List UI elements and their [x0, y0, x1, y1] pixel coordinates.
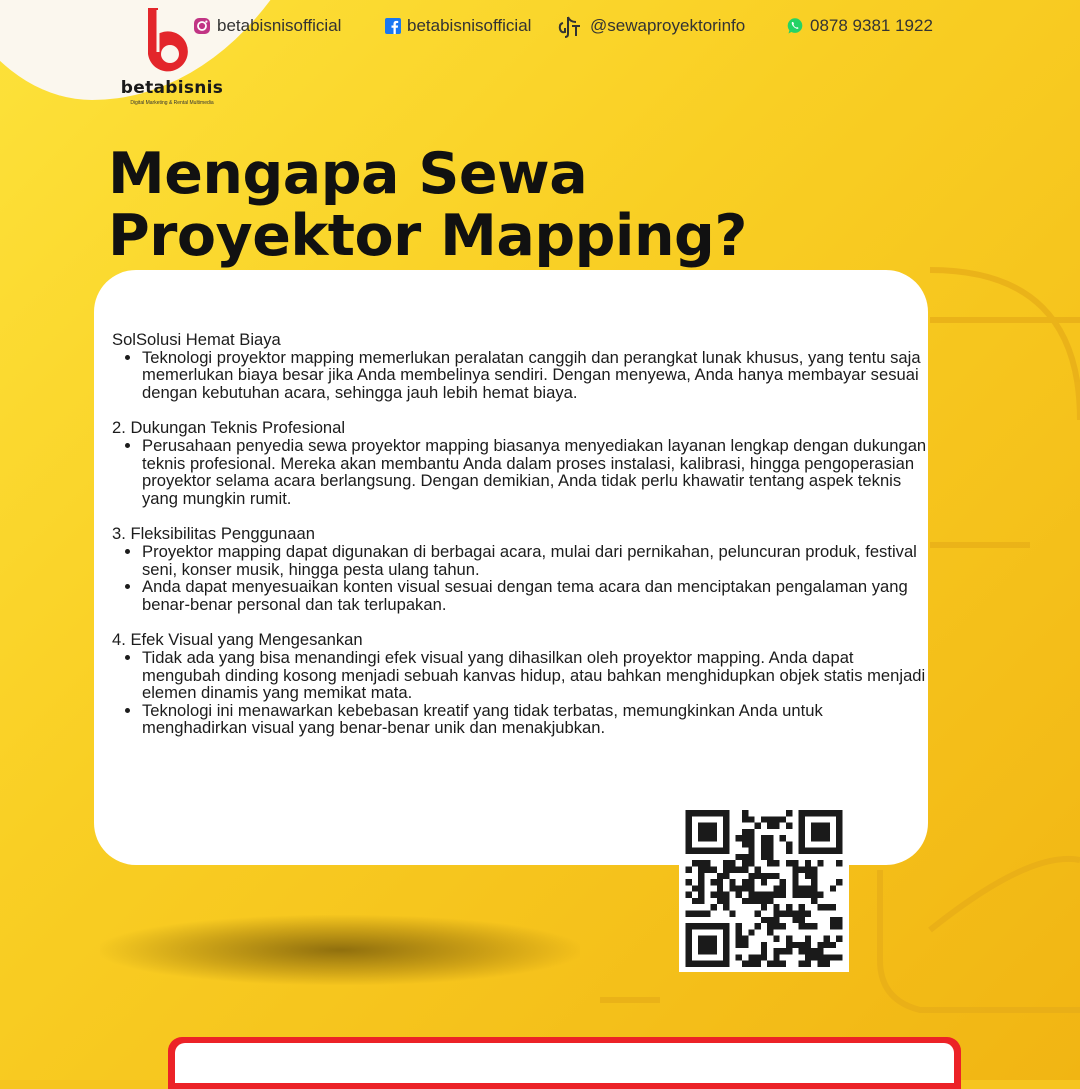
footer-bar	[168, 1037, 961, 1089]
section-fleksibilitas	[112, 525, 932, 613]
section-title: SolSolusi Hemat Biaya	[112, 330, 281, 349]
facebook-icon	[385, 18, 401, 34]
tiktok-icon	[558, 14, 584, 38]
title-line-2: Proyektor Mapping?	[108, 203, 747, 269]
bullet-list	[112, 349, 932, 402]
whatsapp-link[interactable]	[786, 15, 933, 37]
section-efek-visual	[112, 631, 932, 737]
title-line-1: Mengapa Sewa	[108, 141, 588, 207]
instagram-link[interactable]	[193, 15, 341, 37]
qr-code-icon	[685, 810, 843, 967]
instagram-icon	[193, 17, 211, 35]
brand-tagline: Digital Marketing & Rental Multimedia	[130, 100, 214, 106]
card-shadow	[100, 915, 580, 985]
bullet-list	[112, 649, 932, 737]
tiktok-link[interactable]	[558, 15, 745, 37]
bullet-item: • Tidak ada yang bisa menandingi efek visual yang dihasilkan oleh proyektor mapping. Anda dapat mengubah dinding kosong menjadi sebuah kanvas hidup, atau bahkan menghidupkan objek statis menjadi elemen dinamis yang memikat mata.	[142, 649, 932, 702]
bullet-item: • Proyektor mapping dapat digunakan di berbagai acara, mulai dari pernikahan, peluncuran produk, festival seni, konser musik, hingga pesta ulang tahun.	[142, 543, 932, 578]
tiktok-handle: @sewaproyektorinfo	[590, 16, 746, 35]
footer-panel	[175, 1043, 954, 1083]
facebook-link[interactable]	[385, 15, 531, 37]
qr-code[interactable]	[679, 805, 849, 972]
bullet-item: • Perusahaan penyedia sewa proyektor mapping biasanya menyediakan layanan lengkap dengan dukungan teknis profesional. Mereka akan membantu Anda dalam proses instalasi, kalibrasi, hingga pengoperasian proyektor selama acara berlangsung. Dengan demikian, Anda tidak perlu khawatir tentang aspek teknis yang mungkin rumit.	[142, 437, 932, 507]
section-hemat-biaya	[112, 331, 932, 401]
facebook-handle: betabisnisofficial	[407, 16, 532, 35]
section-title: 2. Dukungan Teknis Profesional	[112, 418, 346, 438]
content-body	[112, 331, 932, 755]
section-title: 4. Efek Visual yang Mengesankan	[112, 630, 363, 650]
section-dukungan-teknis	[112, 419, 932, 507]
whatsapp-number: 0878 9381 1922	[810, 16, 933, 35]
brand-name: betabisnis	[120, 78, 224, 98]
bullet-item: • Teknologi proyektor mapping memerlukan peralatan canggih dan perangkat lunak khusus, yang tentu saja memerlukan biaya besar jika Anda membelinya sendiri. Dengan menyewa, Anda hanya membayar sesuai dengan kebutuhan acara, sehingga jauh lebih hemat biaya.	[142, 349, 932, 402]
page-title	[108, 143, 747, 267]
bullet-item: • Teknologi ini menawarkan kebebasan kreatif yang tidak terbatas, memungkinkan Anda untuk menghadirkan visual yang benar-benar unik dan menakjubkan.	[142, 702, 932, 737]
logo-mark-icon	[140, 4, 200, 76]
instagram-handle: betabisnisofficial	[217, 16, 342, 35]
bullet-item: • Anda dapat menyesuaikan konten visual sesuai dengan tema acara dan menciptakan pengalaman yang benar-benar personal dan tak terlupakan.	[142, 578, 932, 613]
section-title: 3. Fleksibilitas Penggunaan	[112, 524, 315, 544]
whatsapp-icon	[786, 17, 804, 35]
bullet-list	[112, 437, 932, 507]
bullet-list	[112, 543, 932, 613]
